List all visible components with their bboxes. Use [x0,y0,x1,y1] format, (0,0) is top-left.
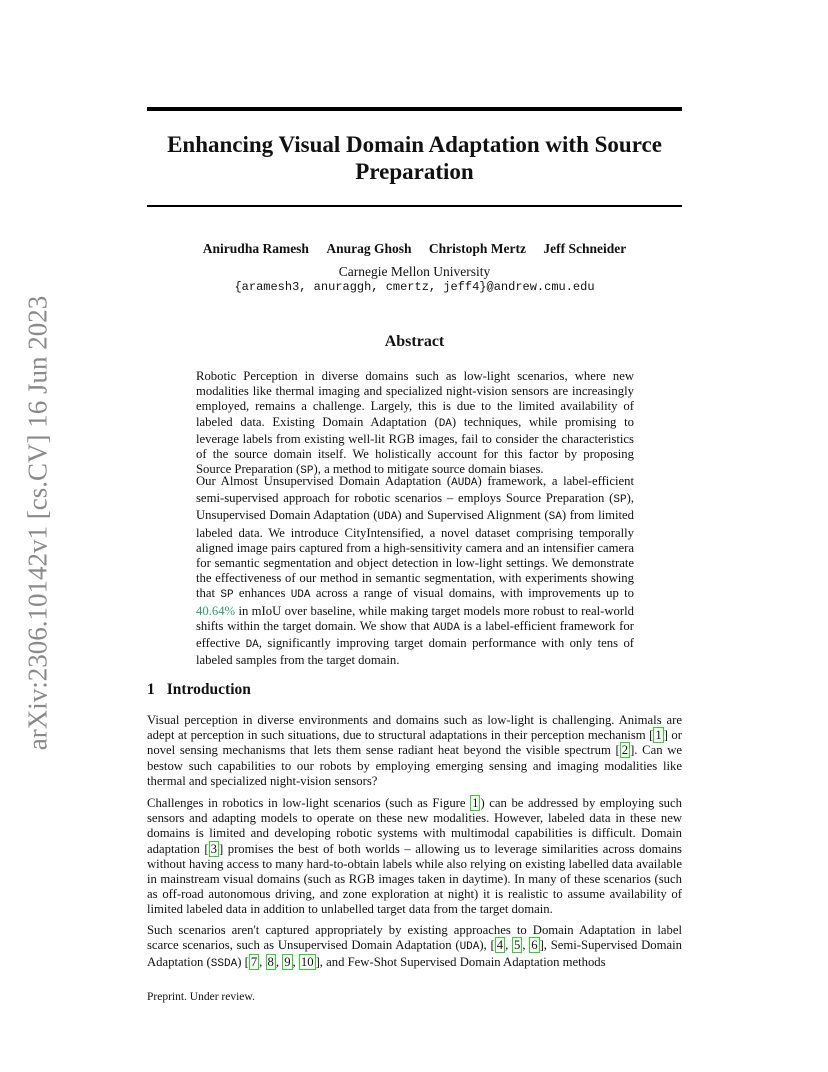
title-rule-top [147,107,682,111]
highlighted-result: 40.64% [196,603,236,618]
intro-paragraph: Challenges in robotics in low-light scenarios (such as Figure 1 ) can be addressed by employing such sensors and adapting models to operate on these new modalities. However, labeled data in these new domains is limited and developing robotic systems with multimodal capabilities is difficult. Domain adaptation [ 3 ] promises the best of both worlds – allowing us to leverage similarities across domains without having access to many hard-to-obtain labels while also relying on existing labelled data available in mainstream visual domains (such as RGB images taken in daytime). In many of these scenarios (such as off-road autonomous driving, and zone exploration at night) it is realistic to assume availability of limited labeled data in addition to unlabelled target data from the target domain. [147,796,683,917]
citation-link[interactable]: 9 [284,955,291,970]
intro-paragraph: Such scenarios aren't captured appropriately by existing approaches to Domain Adaptation in label scarce scenarios, such as Unsupervised Domain Adaptation (UDA), [ 4 , 5 , 6 ], Semi-Supervised Domain Adaptation (SSDA) [ 7 , 8 , 9 , 10 ], and Few-Shot Supervised Domain Adaptation methods [147,923,683,971]
arxiv-identifier: arXiv:2306.10142v1 [cs.CV] 16 Jun 2023 [22,295,53,751]
preprint-footer: Preprint. Under review. [147,991,255,1003]
citation-link[interactable]: 6 [531,938,538,953]
intro-paragraph: Visual perception in diverse environments and domains such as low-light is challenging. Animals are adept at perception in such situations, due to structural adaptations in their perception mechanism [ 1 ] or novel sensing mechanisms that lets them sense radiant heat beyond the visible spectrum [ 2 ]. Can we bestow such capabilities to our robots by employing emerging sensing and imaging modalities like thermal and specialized night-vision sensors? [147,713,683,788]
section-heading-introduction: 1 Introduction [147,681,251,698]
title-line-2: Preparation [355,159,474,184]
author-name: Jeff Schneider [543,241,627,256]
figure-link[interactable]: 1 [472,796,479,810]
citation-link[interactable]: 7 [250,955,258,970]
abstract-paragraph: Robotic Perception in diverse domains such as low-light scenarios, where new modalities like thermal imaging and specialized night-vision sensors are increasingly employed, remains a challenge. Largely, this is due to the limited availability of labeled data. Existing Domain Adaptation (DA) techniques, while promising to leverage labels from existing well-lit RGB images, fail to consider the characteristics of the source domain itself. We holistically account for this factor by proposing Source Preparation (SP), a method to mitigate source domain biases. [196,369,634,478]
citation-link[interactable]: 4 [496,938,504,953]
citation-link[interactable]: 8 [267,955,274,970]
author-name: Anirudha Ramesh [202,241,309,256]
abstract-paragraph: Our Almost Unsupervised Domain Adaptation (AUDA) framework, a label-efficient semi-supervised approach for robotic scenarios – employs Source Preparation (SP), Unsupervised Domain Adaptation (UDA) and Supervised Alignment (SA) from limited labeled data. We introduce CityIntensified, a novel dataset comprising temporally aligned image pairs captured from a high-sensitivity camera and an intensifier camera for semantic segmentation and object detection in low-light settings. We demonstrate the effectiveness of our method in semantic segmentation, with experiments showing that SP enhances UDA across a range of visual domains, with improvements up to 40.64% in mIoU over baseline, while making target models more robust to real-world shifts within the target domain. We show that AUDA is a label-efficient framework for effective DA, significantly improving target domain performance with only tens of labeled samples from the target domain. [196,474,635,668]
author-list [147,241,682,257]
citation-link[interactable]: 5 [513,938,521,953]
abstract-heading: Abstract [384,333,445,350]
author-name: Christoph Mertz [428,241,526,256]
author-name: Anurag Ghosh [326,241,412,256]
citation-link[interactable]: 2 [621,743,629,758]
title-line-1: Enhancing Visual Domain Adaptation with Source [167,132,662,157]
title-rule-bottom [147,205,682,207]
citation-link[interactable]: 1 [655,728,662,743]
citation-link[interactable]: 10 [300,955,314,970]
citation-link[interactable]: 3 [210,841,217,856]
affiliation: Carnegie Mellon University [338,264,491,279]
author-emails: {aramesh3, anuraggh, cmertz, jeff4}@andrew.cmu.edu [234,280,595,294]
paper-title [147,131,682,185]
